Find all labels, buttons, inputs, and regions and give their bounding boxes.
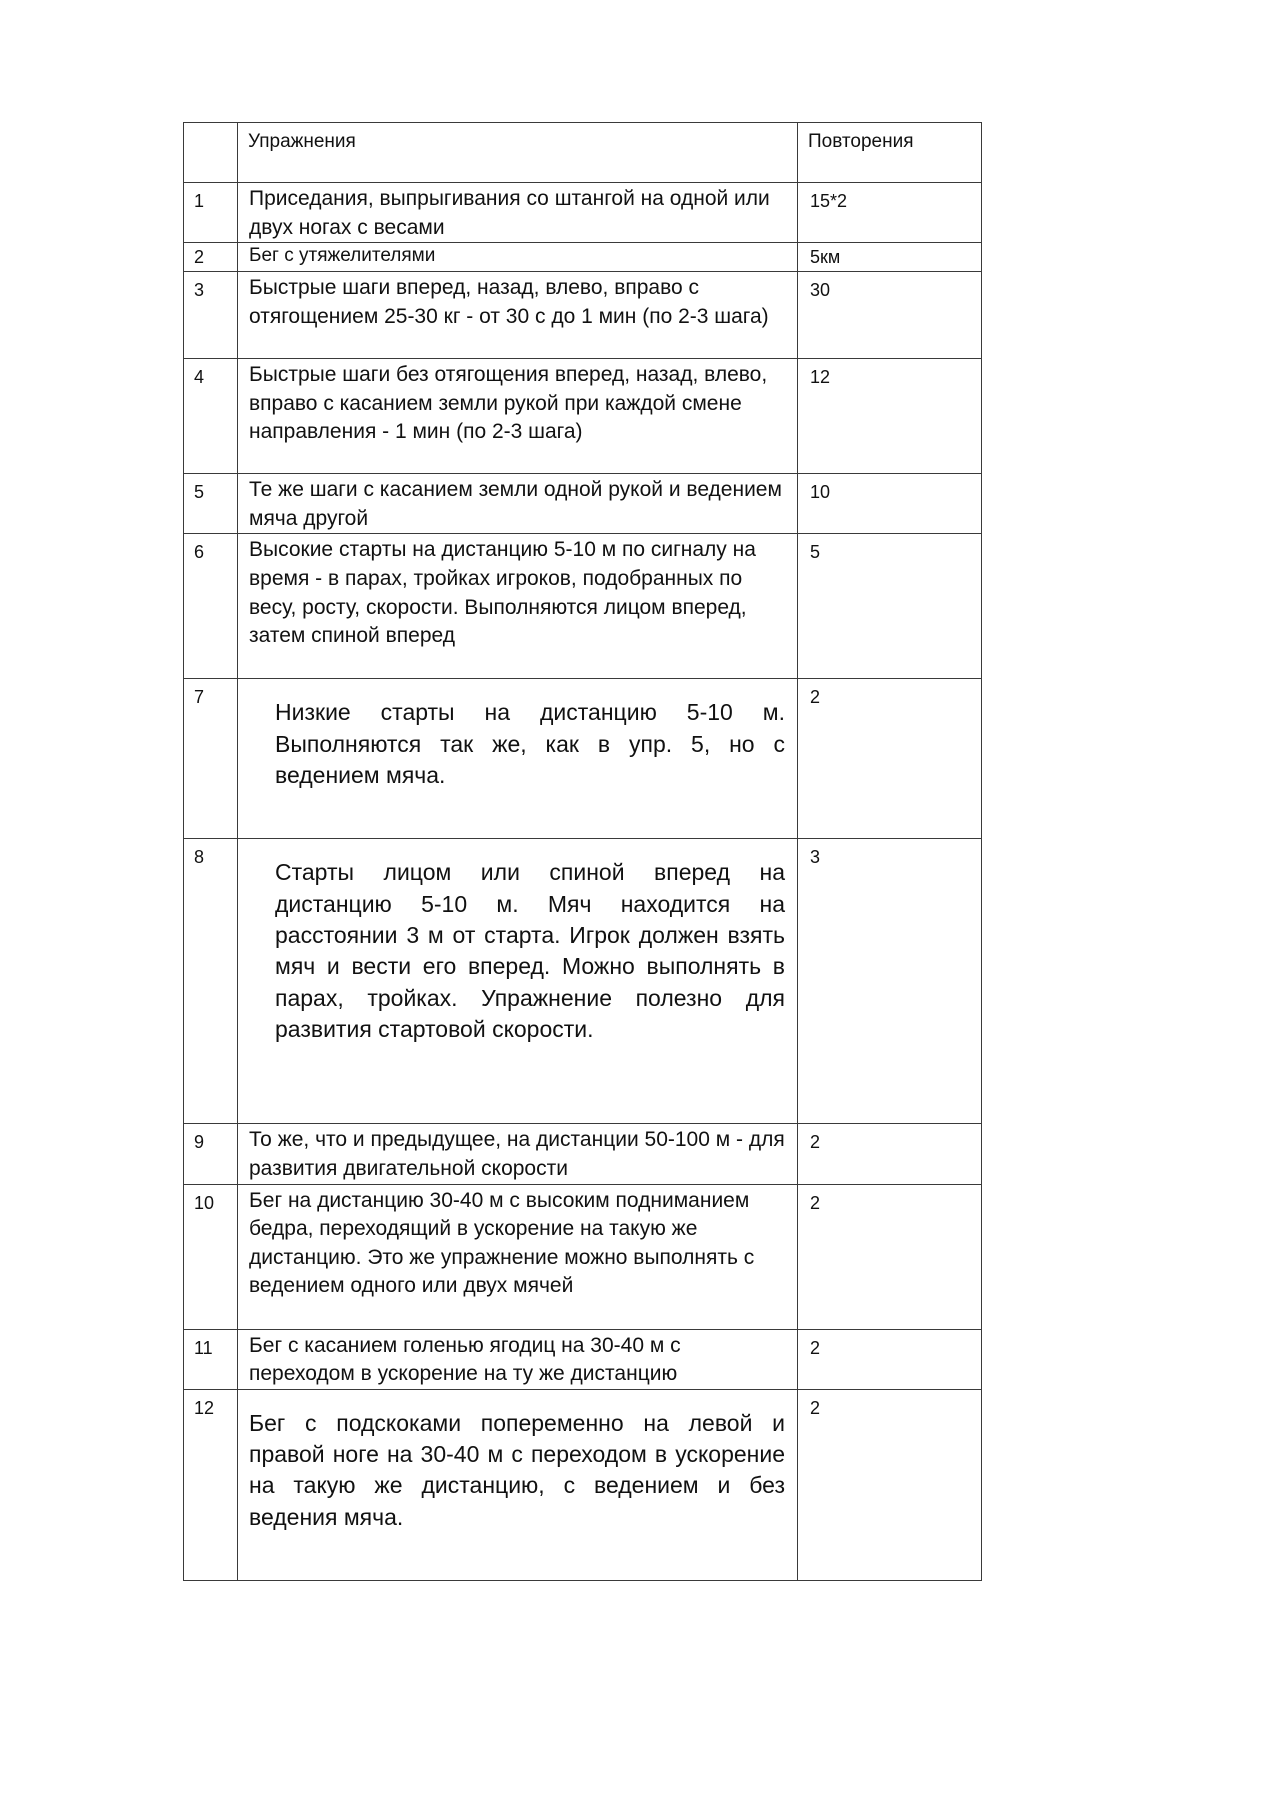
table-row: [184, 1329, 982, 1389]
table-row: [184, 679, 982, 839]
row-reps: 15*2: [810, 191, 848, 211]
row-reps: 3: [810, 847, 821, 868]
row-exercise: Бег с подскоками попеременно на левой и правой ноге на 30-40 м с переходом в ускорение на такую же дистанцию, с ведением и без ведения мяча.: [249, 1409, 785, 1530]
row-exercise: Бег на дистанцию 30-40 м с высоким подниманием бедра, переходящий в ускорение на такую же дистанцию. Это же упражнение можно выполнять с ведением одного или двух мячей: [249, 1188, 755, 1298]
table-row: [184, 474, 982, 534]
header-reps-cell: [798, 123, 982, 183]
table-header-row: [184, 123, 982, 183]
row-num: 10: [194, 1192, 215, 1213]
row-reps: 12: [810, 367, 831, 388]
header-exercise: Упражнения: [248, 131, 356, 152]
row-reps: 10: [810, 482, 831, 503]
row-reps: 2: [810, 687, 821, 708]
row-num: 2: [194, 247, 205, 268]
row-num: 1: [194, 191, 205, 211]
row-exercise: Быстрые шаги вперед, назад, влево, вправо с отягощением 25-30 кг - от 30 с до 1 мин (по 2-3 шага): [249, 276, 769, 328]
row-exercise: Старты лицом или спиной вперед на дистанцию 5-10 м. Мяч находится на расстоянии 3 м от старта. Игрок должен взять мяч и вести его вперед. Можно выполнять в парах, тройках. Упражнение полезно для развития стартовой скорости.: [275, 859, 785, 1042]
row-num: 11: [194, 1337, 213, 1358]
row-exercise: Бег с касанием голенью ягодиц на 30-40 м с переходом в ускорение на ту же дистанцию: [249, 1333, 681, 1386]
table-row: [184, 359, 982, 474]
table-row: [184, 1184, 982, 1329]
row-num: 9: [194, 1132, 205, 1153]
row-exercise: Приседания, выпрыгивания со штангой на одной или двух ногах с весами: [249, 187, 770, 239]
row-exercise: Те же шаги с касанием земли одной рукой и ведением мяча другой: [249, 478, 782, 530]
row-num: 7: [194, 687, 205, 708]
row-num: 3: [194, 280, 205, 301]
row-reps: 5км: [810, 247, 841, 268]
table-row: [184, 272, 982, 359]
header-exercise-cell: [238, 123, 798, 183]
header-num: [184, 123, 237, 129]
row-exercise: Бег с утяжелителями: [249, 245, 436, 267]
table-row: [184, 1124, 982, 1184]
row-num: 12: [194, 1397, 215, 1418]
header-num-cell: [184, 123, 238, 183]
row-reps: 30: [810, 280, 831, 301]
table-row: [184, 534, 982, 679]
row-num: 4: [194, 367, 205, 388]
row-reps: 2: [810, 1337, 821, 1358]
row-num: 8: [194, 847, 205, 868]
row-reps: 2: [810, 1192, 821, 1213]
row-exercise: Высокие старты на дистанцию 5-10 м по сигналу на время - в парах, тройках игроков, подобранных по весу, росту, скорости. Выполняются лицом вперед, затем спиной вперед: [249, 538, 756, 648]
row-num: 5: [194, 482, 205, 503]
table-row: [184, 1389, 982, 1580]
header-reps: Повторения: [808, 131, 914, 152]
row-exercise: То же, что и предыдущее, на дистанции 50-100 м - для развития двигательной скорости: [249, 1128, 785, 1180]
row-exercise: Быстрые шаги без отягощения вперед, назад, влево, вправо с касанием земли рукой при каждой смене направления - 1 мин (по 2-3 шага): [249, 363, 768, 444]
row-reps: 2: [810, 1397, 821, 1418]
table-row: [184, 243, 982, 272]
exercise-table: [183, 122, 982, 1581]
row-num: 6: [194, 542, 205, 563]
row-exercise: Низкие старты на дистанцию 5-10 м. Выполняются так же, как в упр. 5, но с ведением мяча.: [275, 699, 785, 788]
table-row: [184, 839, 982, 1124]
row-reps: 2: [810, 1132, 821, 1153]
table-row: [184, 183, 982, 243]
row-reps: 5: [810, 542, 821, 563]
